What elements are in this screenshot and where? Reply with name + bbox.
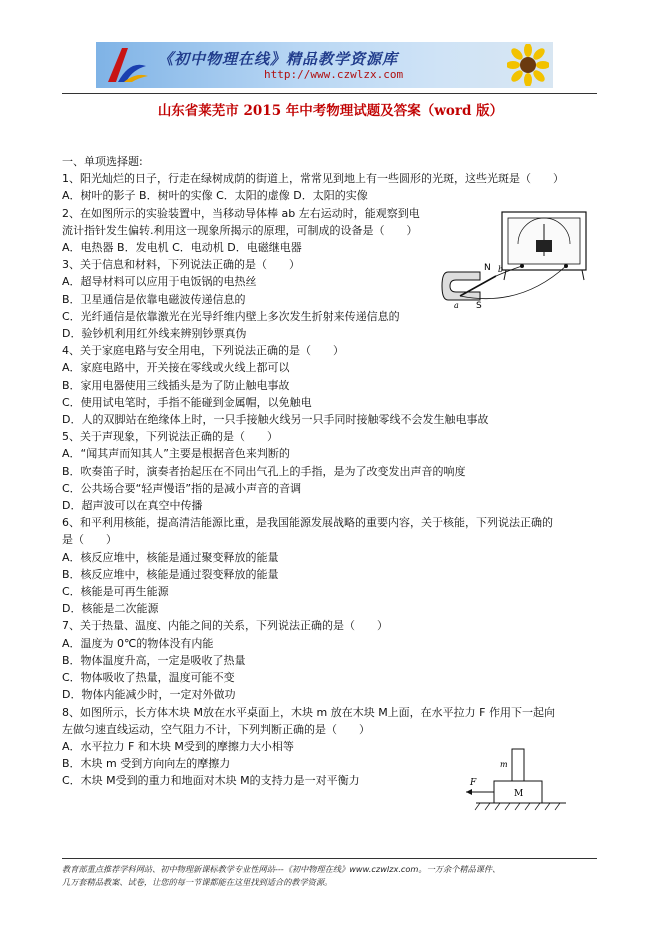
question-2-cont: 流计指针发生偏转.利用这一现象所揭示的原理，可制成的设备是（ ）	[62, 223, 418, 237]
site-logo-icon	[100, 42, 152, 88]
horseshoe-magnet	[442, 263, 491, 310]
rod-end-a-label: a	[454, 301, 459, 310]
question-5-option-c: C．公共场合要“轻声慢语”指的是减小声音的音调	[62, 481, 302, 495]
question-5-option-d: D．超声波可以在真空中传播	[62, 499, 203, 513]
question-8-cont: 左做匀速直线运动，空气阻力不计，下列判断正确的是（ ）	[62, 722, 370, 736]
question-8-option-c: C．木块 M受到的重力和地面对木块 M的支持力是一对平衡力	[62, 774, 360, 788]
block-force-diagram	[462, 745, 572, 815]
question-4-option-c: C．使用试电笔时，手指不能碰到金属帽，以免触电	[62, 395, 312, 409]
question-6: 6、和平利用核能，提高清洁能源比重，是我国能源发展战略的重要内容，关于核能，下列说法正确的	[62, 516, 553, 530]
galvanometer-diagram	[440, 210, 590, 310]
question-8-option-a: A．水平拉力 F 和木块 M受到的摩擦力大小相等	[62, 739, 294, 753]
question-1: 1、阳光灿烂的日子，行走在绿树成荫的街道上，常常见到地上有一些圆形的光斑，这些光斑是（ ）	[62, 172, 564, 186]
question-1-options: A．树叶的影子 B．树叶的实像 C．太阳的虚像 D．太阳的实像	[62, 189, 368, 203]
question-8-option-b: B．木块 m 受到方向向左的摩擦力	[62, 757, 231, 771]
banner-title: 《初中物理在线》精品教学资源库	[158, 50, 399, 68]
header-divider	[62, 93, 597, 94]
question-4-option-b: B．家用电器使用三线插头是为了防止触电事故	[62, 378, 290, 392]
magnet-north-label: N	[484, 263, 491, 273]
question-3: 3、关于信息和材料，下列说法正确的是（ ）	[62, 258, 300, 272]
sunflower-icon	[507, 44, 549, 86]
question-7-option-b: B．物体温度升高，一定是吸收了热量	[62, 653, 246, 667]
question-5-option-b: B．吹奏笛子时，演奏者抬起压在不同出气孔上的手指，是为了改变发出声音的响度	[62, 464, 466, 478]
question-5: 5、关于声现象，下列说法正确的是（ ）	[62, 430, 278, 444]
document-title: 山东省莱芜市 2015 年中考物理试题及答案（word 版）	[157, 103, 504, 119]
question-7-option-d: D．物体内能减少时，一定对外做功	[62, 688, 236, 702]
question-8: 8、如图所示，长方体木块 M放在水平桌面上，木块 m 放在木块 M上面，在水平拉力 F 作用下一起向	[62, 705, 555, 719]
question-6-option-d: D．核能是二次能源	[62, 602, 159, 616]
question-3-option-c: C．光纤通信是依靠激光在光导纤维内壁上多次发生折射来传递信息的	[62, 309, 400, 323]
section-heading: 一、单项选择题:	[62, 155, 143, 168]
question-3-option-a: A．超导材料可以应用于电饭锅的电热丝	[62, 275, 257, 289]
question-7-option-c: C．物体吸收了热量，温度可能不变	[62, 671, 235, 685]
banner-url[interactable]: http://www.czwlzx.com	[264, 68, 404, 81]
force-arrow-head	[466, 789, 472, 795]
question-3-option-b: B．卫星通信是依靠电磁波传递信息的	[62, 292, 246, 306]
small-block-m	[512, 749, 524, 781]
question-2: 2、在如图所示的实验装置中，当移动导体棒 ab 左右运动时，能观察到电	[62, 206, 420, 220]
rod-end-b-label: b	[498, 265, 504, 274]
ground-hatching	[475, 803, 560, 810]
question-4-option-d: D．人的双脚站在绝缘体上时，一只手接触火线另一只手同时接触零线不会发生触电事故	[62, 413, 489, 427]
magnet-south-label: S	[476, 301, 482, 310]
question-6-option-b: B．核反应堆中，核能是通过裂变释放的能量	[62, 567, 279, 581]
site-banner	[96, 42, 553, 88]
galvanometer	[502, 212, 586, 280]
footer-divider	[62, 858, 597, 859]
question-2-options: A．电热器 B．发电机 C．电动机 D．电磁继电器	[62, 241, 302, 255]
question-7-option-a: A．温度为 0℃的物体没有内能	[62, 636, 214, 650]
footer-line-1: 教育部重点推荐学科网站、初中物理新课标教学专业性网站---《初中物理在线》www.czwlzx.com。一万余个精品课件、	[62, 864, 501, 874]
small-block-label: m	[500, 760, 508, 769]
question-5-option-a: A．“闻其声而知其人”主要是根据音色来判断的	[62, 447, 290, 461]
question-3-option-d: D．验钞机利用红外线来辨别钞票真伪	[62, 327, 247, 341]
footer-line-2: 几万套精品教案、试卷，让您的每一节课都能在这里找到适合的教学资源。	[62, 877, 333, 887]
question-7: 7、关于热量、温度、内能之间的关系，下列说法正确的是（ ）	[62, 619, 388, 633]
question-6-cont: 是（ ）	[62, 533, 117, 547]
question-6-option-a: A．核反应堆中，核能是通过聚变释放的能量	[62, 550, 279, 564]
question-4: 4、关于家庭电路与安全用电，下列说法正确的是（ ）	[62, 344, 344, 358]
large-block-label: M	[514, 789, 524, 799]
question-6-option-c: C．核能是可再生能源	[62, 585, 169, 599]
force-label: F	[470, 778, 477, 788]
page-footer	[62, 863, 597, 889]
question-4-option-a: A．家庭电路中，开关接在零线或火线上都可以	[62, 361, 290, 375]
